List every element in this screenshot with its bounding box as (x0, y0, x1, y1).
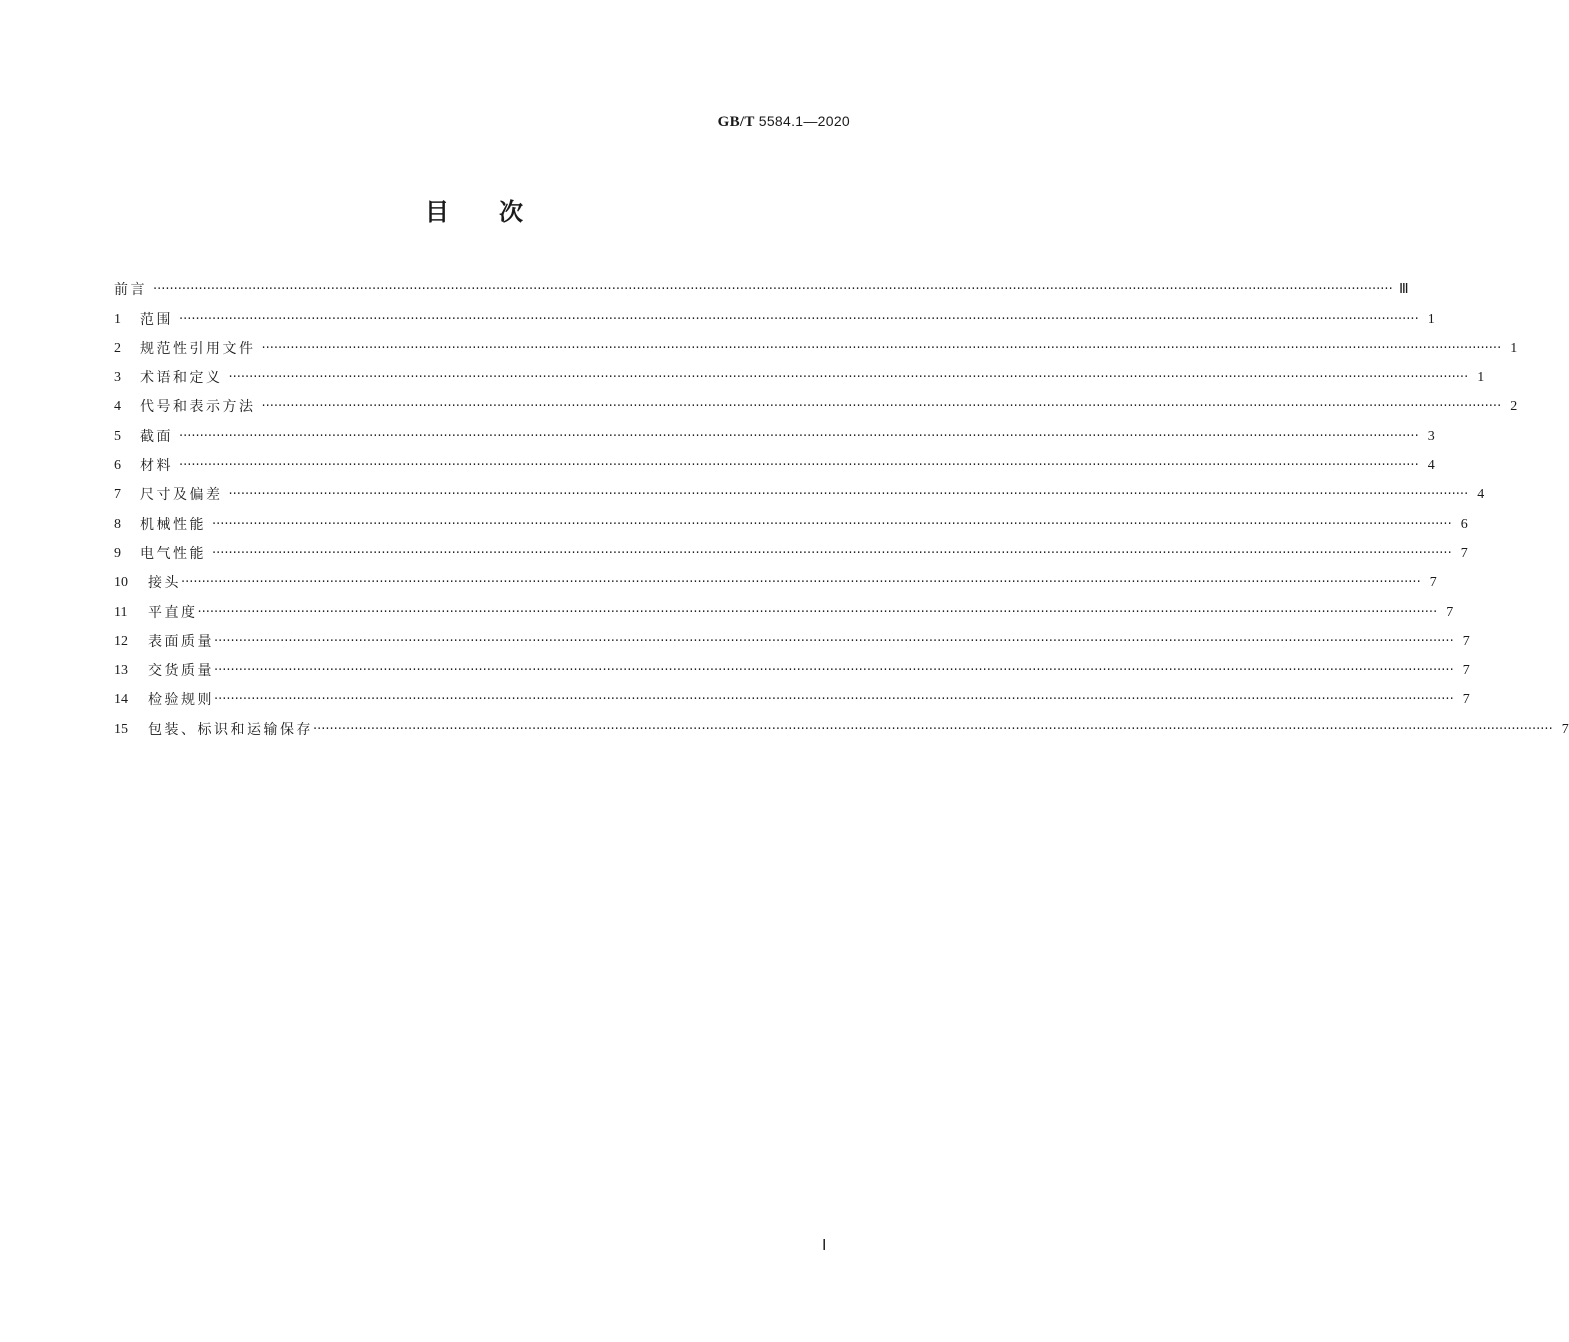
toc-entry[interactable] (114, 593, 1454, 622)
toc-dot-leader: ············································································································································································································································································································ (261, 340, 1502, 356)
toc-entry[interactable] (114, 623, 1470, 652)
page-number: Ⅰ (822, 1238, 827, 1254)
toc-entry-label: 规范性引用文件 (140, 340, 256, 357)
toc-entry[interactable] (114, 652, 1470, 681)
toc-entry-number: 3 (114, 370, 121, 386)
toc-entry[interactable] (114, 300, 1435, 329)
toc-dot-leader: ············································································································································································································································································································ (228, 487, 1469, 503)
toc-entry-page: 3 (1427, 428, 1435, 444)
toc-entry[interactable] (114, 710, 1569, 739)
toc-dot-leader: ············································································································································································································································································································ (197, 604, 1438, 620)
table-of-contents (114, 271, 1569, 740)
title-char-1: 目 (425, 198, 451, 226)
standard-code: 5584.1—2020 (758, 113, 850, 129)
toc-entry-page: 7 (1462, 663, 1470, 679)
toc-entry-number: 8 (114, 516, 121, 532)
toc-entry[interactable] (114, 681, 1470, 710)
toc-entry-label: 交货质量 (148, 663, 214, 680)
toc-entry-label: 材料 (140, 458, 173, 475)
toc-entry-number: 7 (114, 487, 121, 503)
toc-entry-number: 2 (114, 340, 121, 356)
toc-entry-page: 4 (1477, 487, 1485, 503)
toc-entry[interactable] (114, 271, 1409, 300)
toc-entry-page: 7 (1446, 604, 1454, 620)
toc-dot-leader: ············································································································································································································································································································ (261, 399, 1502, 415)
toc-entry-number: 6 (114, 458, 121, 474)
toc-entry-label: 表面质量 (148, 633, 214, 650)
toc-dot-leader: ············································································································································································································································································································ (212, 516, 1452, 532)
toc-entry-page: 6 (1460, 516, 1468, 532)
toc-dot-leader: ············································································································································································································································································································ (214, 663, 1454, 679)
toc-entry[interactable] (114, 476, 1485, 505)
toc-entry-number: 9 (114, 545, 121, 561)
toc-entry-page: 7 (1429, 575, 1437, 591)
toc-entry[interactable] (114, 359, 1485, 388)
toc-entry-label: 尺寸及偏差 (140, 487, 223, 504)
toc-entry-label: 电气性能 (140, 545, 206, 562)
toc-entry-page: 1 (1427, 311, 1435, 327)
toc-entry[interactable] (114, 447, 1435, 476)
toc-dot-leader: ············································································································································································································································································································ (179, 428, 1419, 444)
toc-entry-label: 截面 (140, 428, 173, 445)
toc-dot-leader: ············································································································································································································································································································ (179, 458, 1419, 474)
toc-entry-label: 包装、标识和运输保存 (148, 721, 313, 738)
toc-dot-leader: ············································································································································································································································································································ (153, 282, 1393, 298)
toc-entry-label: 检验规则 (148, 692, 214, 709)
toc-entry-page: 7 (1561, 721, 1569, 737)
toc-entry-label: 术语和定义 (140, 370, 223, 387)
toc-entry-label: 前言 (114, 282, 147, 299)
page-title (0, 192, 950, 227)
toc-entry-number: 1 (114, 311, 121, 327)
toc-dot-leader: ············································································································································································································································································································ (228, 370, 1469, 386)
toc-entry-page: 2 (1510, 399, 1518, 415)
toc-entry-label: 代号和表示方法 (140, 399, 256, 416)
toc-entry[interactable] (114, 417, 1435, 446)
toc-entry-number: 14 (114, 692, 128, 708)
toc-entry-number: 4 (114, 399, 121, 415)
toc-entry-page: 1 (1477, 370, 1485, 386)
toc-entry[interactable] (114, 535, 1468, 564)
standard-prefix: GB/T (717, 114, 755, 130)
toc-entry[interactable] (114, 388, 1518, 417)
toc-entry-label: 机械性能 (140, 516, 206, 533)
toc-entry-number: 11 (114, 604, 128, 620)
toc-entry-label: 平直度 (148, 604, 198, 621)
toc-entry-number: 15 (114, 721, 128, 737)
toc-dot-leader: ············································································································································································································································································································ (179, 311, 1419, 327)
toc-entry[interactable] (114, 505, 1468, 534)
toc-entry-number: 5 (114, 428, 121, 444)
toc-dot-leader: ············································································································································································································································································································ (214, 633, 1454, 649)
toc-entry-page: 7 (1462, 633, 1470, 649)
toc-entry-label: 范围 (140, 311, 173, 328)
toc-entry[interactable] (114, 564, 1437, 593)
toc-dot-leader: ············································································································································································································································································································ (214, 692, 1454, 708)
standard-number (718, 113, 850, 131)
toc-dot-leader: ············································································································································································································································································································ (313, 721, 1553, 737)
toc-entry[interactable] (114, 330, 1518, 359)
toc-dot-leader: ············································································································································································································································································································ (181, 575, 1421, 591)
title-char-2: 次 (499, 198, 525, 226)
toc-entry-page: 7 (1462, 692, 1470, 708)
toc-entry-page: 4 (1427, 458, 1435, 474)
toc-dot-leader: ············································································································································································································································································································ (212, 545, 1452, 561)
toc-entry-page: 1 (1510, 340, 1518, 356)
toc-entry-page: 7 (1460, 545, 1468, 561)
toc-entry-number: 13 (114, 663, 128, 679)
toc-entry-number: 12 (114, 633, 128, 649)
toc-entry-label: 接头 (148, 575, 181, 592)
toc-entry-number: 10 (114, 575, 128, 591)
toc-entry-page: Ⅲ (1399, 282, 1409, 298)
